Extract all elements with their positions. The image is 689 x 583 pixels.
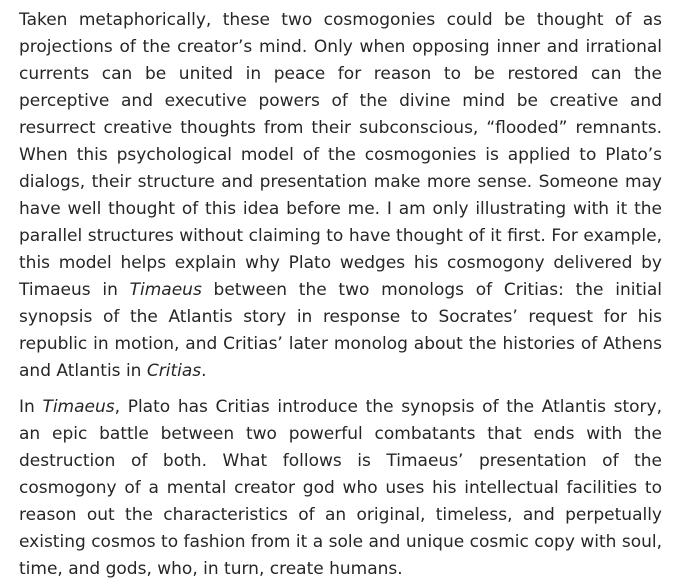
paragraph-2-italic-title-timaeus: Timaeus [42,397,115,417]
paragraph-1-text-continued: between the two monologs of Critias: the initial synopsis of the Atlantis story in response to Socrates’ request for his republic in motion, and Critias’ later monolog about the histories of Athens and Atlantis in [19,280,662,381]
paragraph-1-text: Taken metaphorically, these two cosmogonies could be thought of as projections of the creator’s mind. Only when opposing inner and irrational currents can be united in peace for reason to be restored can the perceptive and executive powers of the divine mind be creative and resurrect creative thoughts from their subconscious, “flooded” remnants. When this psychological model of the cosmogonies is applied to Plato’s dialogs, their structure and presentation make more sense. Someone may have well thought of this idea before me. I am only illustrating with it the parallel structures without claiming to have thought of it first. For example, this model helps explain why Plato wedges his cosmogony delivered by Timaeus in [19,10,662,300]
paragraph-2 [19,394,662,583]
article-body [19,7,662,583]
paragraph-1 [19,7,662,385]
paragraph-2-lead: In [19,397,43,417]
paragraph-1-italic-title-critias: Critias [146,361,202,381]
paragraph-1-period: . [201,361,207,381]
paragraph-1-italic-title-timaeus: Timaeus [129,280,202,300]
paragraph-2-text: , Plato has Critias introduce the synopsis of the Atlantis story, an epic battle between two powerful combatants that ends with the destruction of both. What follows is Timaeus’ presentation of the cosmogony of a mental creator god who uses his intellectual facilities to reason out the characteristics of an original, timeless, and perpetually existing cosmos to fashion from it a sole and unique cosmic copy with soul, time, and gods, who, in turn, create humans. [19,397,662,579]
